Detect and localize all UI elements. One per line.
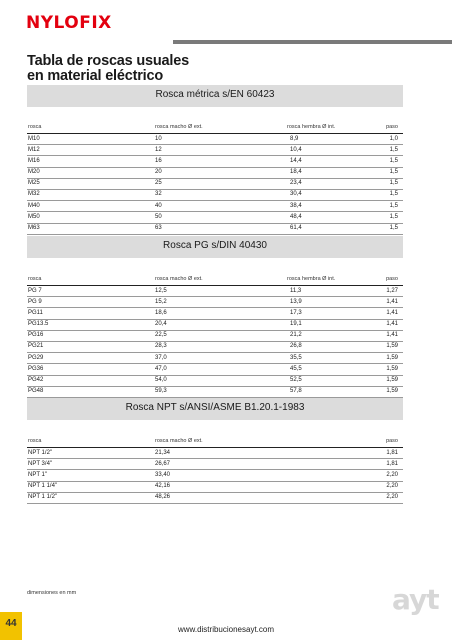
table-cell: 1,5 (389, 191, 398, 198)
table-cell: 1,5 (389, 202, 398, 209)
table-cell: M50 (28, 213, 40, 220)
table-cell: 16 (155, 157, 162, 164)
table-cell: 17,3 (290, 309, 302, 316)
col-rosca: rosca (28, 124, 42, 130)
table-cell: 25 (155, 180, 162, 187)
table-cell: PG16 (28, 332, 44, 339)
table-cell: M12 (28, 146, 40, 153)
table-cell: 18,6 (155, 309, 167, 316)
table-cell: 21,34 (155, 449, 171, 456)
table-cell: 2,20 (386, 483, 398, 490)
table-cell: M16 (28, 157, 40, 164)
table-cell: PG42 (28, 377, 44, 383)
table-cell: PG 7 (28, 287, 42, 294)
col-hembra: rosca hembra Ø int. (287, 124, 336, 130)
table-cell: 2,20 (386, 494, 398, 501)
table-row (27, 156, 403, 167)
table-cell: 45,5 (290, 365, 302, 372)
table-cell: 15,2 (155, 298, 167, 305)
table-row (27, 320, 403, 331)
header-bar (173, 40, 452, 44)
table-cell: 1,59 (386, 377, 398, 383)
table-cell: 40 (155, 202, 162, 209)
table-cell: 50 (155, 213, 162, 220)
title-line-2: en material eléctrico (27, 68, 164, 84)
table-metric-title: Rosca métrica s/EN 60423 (155, 89, 275, 100)
table-row (27, 201, 403, 212)
table-cell: 11,3 (290, 287, 302, 294)
table-row (27, 212, 403, 223)
table-row (27, 224, 403, 235)
table-cell: PG11 (28, 309, 43, 316)
footnote: dimensiones en mm (27, 590, 77, 596)
col-paso: paso (386, 124, 398, 130)
table-cell: NPT 1" (28, 471, 48, 478)
table-cell: 48,4 (290, 213, 302, 220)
table-cell: PG 9 (28, 298, 42, 305)
col-rosca: rosca (28, 438, 42, 444)
table-metric-body (27, 134, 403, 235)
table-row (27, 145, 403, 156)
table-cell: 1,59 (386, 365, 398, 372)
table-cell: PG13.5 (28, 321, 49, 328)
table-cell: 1,59 (386, 354, 398, 361)
table-cell: NPT 1 1/4" (28, 483, 58, 490)
table-cell: 20,4 (155, 321, 167, 328)
table-cell: 1,5 (389, 213, 398, 220)
table-cell: 1,81 (386, 460, 398, 467)
col-macho: rosca macho Ø ext. (155, 124, 203, 130)
col-paso: paso (386, 276, 398, 282)
table-cell: M20 (28, 169, 40, 176)
table-metric-title-band (27, 85, 403, 107)
table-row (27, 134, 403, 145)
table-cell: 1,27 (386, 287, 398, 294)
table-cell: NPT 1/2" (28, 449, 53, 456)
table-row (27, 342, 403, 353)
table-cell: 1,41 (386, 309, 398, 316)
table-cell: PG21 (28, 343, 44, 350)
table-cell: 28,3 (155, 343, 167, 350)
table-row (27, 353, 403, 364)
table-cell: 57,8 (290, 388, 302, 395)
table-cell: 54,0 (155, 377, 167, 383)
table-pg-title: Rosca PG s/DIN 40430 (163, 240, 267, 251)
table-cell: 12 (155, 146, 162, 153)
table-row (27, 493, 403, 504)
table-cell: 1,81 (386, 449, 398, 456)
table-row (27, 482, 403, 493)
col-hembra: rosca hembra Ø int. (287, 276, 336, 282)
table-cell: 61,4 (290, 225, 302, 231)
table-cell: 1,41 (386, 321, 398, 328)
table-row (27, 297, 403, 308)
table-cell: 22,5 (155, 332, 167, 339)
page-number: 44 (5, 618, 17, 629)
table-row (27, 459, 403, 470)
table-cell: 59,3 (155, 388, 167, 395)
table-row (27, 308, 403, 319)
table-cell: 10 (155, 135, 162, 142)
table-cell: 1,5 (389, 169, 398, 176)
ayt-watermark-logo: ayt (392, 583, 439, 616)
table-cell: 1,59 (386, 343, 398, 350)
table-cell: PG48 (28, 388, 44, 395)
table-cell: 30,4 (290, 191, 302, 198)
table-cell: 1,5 (389, 225, 398, 231)
table-npt-title: Rosca NPT s/ANSI/ASME B1.20.1-1983 (125, 402, 305, 413)
table-cell: 42,16 (155, 483, 171, 490)
table-cell: 12,5 (155, 287, 167, 294)
table-cell: M63 (28, 225, 40, 231)
title-line-1: Tabla de roscas usuales (27, 53, 189, 69)
website-link[interactable]: www.distribucionesayt.com (177, 625, 275, 634)
table-cell: PG29 (28, 354, 44, 361)
table-cell: M10 (28, 135, 40, 142)
table-row (27, 286, 403, 297)
table-cell: 1,41 (386, 332, 398, 339)
table-row (27, 168, 403, 179)
table-row (27, 364, 403, 375)
table-row (27, 448, 403, 459)
table-cell: 1,0 (389, 135, 398, 142)
table-cell: M40 (28, 202, 40, 209)
table-row (27, 179, 403, 190)
table-cell: 26,8 (290, 343, 302, 350)
table-cell: 32 (155, 191, 162, 198)
table-cell: PG36 (28, 365, 44, 372)
table-cell: 33,40 (155, 471, 171, 478)
table-cell: 19,1 (290, 321, 302, 328)
table-cell: 38,4 (290, 202, 302, 209)
table-cell: 47,0 (155, 365, 167, 372)
table-cell: 1,5 (389, 146, 398, 153)
table-cell: NPT 1 1/2" (28, 494, 58, 501)
table-cell: 26,67 (155, 460, 171, 467)
table-row (27, 376, 403, 387)
table-cell: 18,4 (290, 169, 302, 176)
table-cell: NPT 3/4" (28, 460, 53, 467)
table-row (27, 470, 403, 481)
table-npt-body (27, 448, 403, 504)
table-cell: 21,2 (290, 332, 302, 339)
table-cell: M32 (28, 191, 40, 198)
table-pg-body (27, 286, 403, 398)
table-cell: 1,5 (389, 180, 398, 187)
table-cell: 23,4 (290, 180, 302, 187)
table-cell: 52,5 (290, 377, 302, 383)
table-cell: 1,41 (386, 298, 398, 305)
brand-logo: NYLOFIX (26, 13, 112, 33)
table-cell: 1,59 (386, 388, 398, 395)
page-title (27, 54, 189, 84)
table-cell: M25 (28, 180, 40, 187)
table-npt-title-band (27, 398, 403, 420)
table-cell: 10,4 (290, 146, 302, 153)
table-cell: 14,4 (290, 157, 302, 164)
table-cell: 2,20 (386, 471, 398, 478)
col-rosca: rosca (28, 276, 42, 282)
table-row (27, 331, 403, 342)
table-cell: 20 (155, 169, 162, 176)
col-macho: rosca macho Ø ext. (155, 276, 203, 282)
table-cell: 1,5 (389, 157, 398, 164)
table-row (27, 387, 403, 398)
table-cell: 13,9 (290, 298, 302, 305)
table-cell: 63 (155, 225, 162, 231)
table-cell: 35,5 (290, 354, 302, 361)
table-cell: 37,0 (155, 354, 167, 361)
col-paso: paso (386, 438, 398, 444)
table-cell: 8,9 (290, 135, 299, 142)
col-macho: rosca macho Ø ext. (155, 438, 203, 444)
table-cell: 48,26 (155, 494, 171, 501)
table-pg-title-band (27, 236, 403, 258)
table-row (27, 190, 403, 201)
